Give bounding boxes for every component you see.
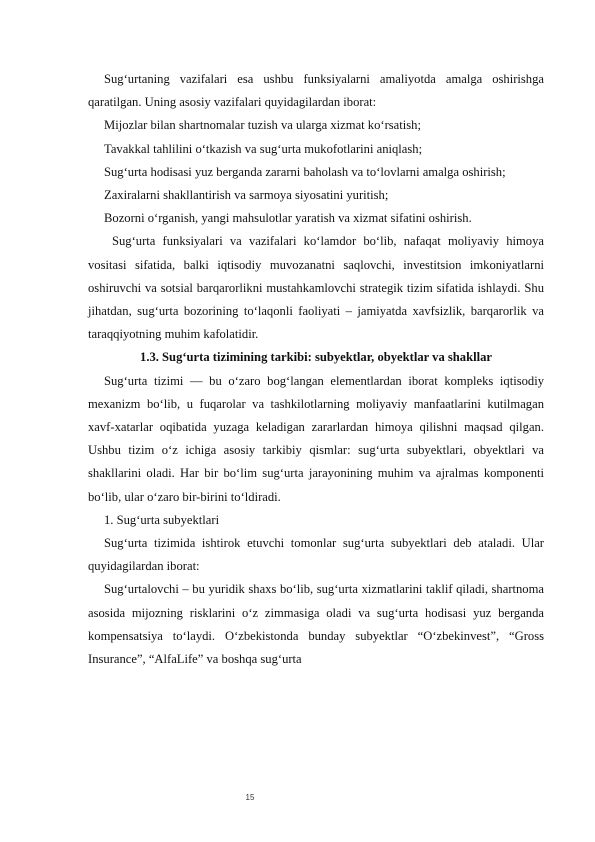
- paragraph: Sug‘urta funksiyalari va vazifalari ko‘lamdor bo‘lib, nafaqat moliyaviy himoya vositasi sifatida, balki iqtisodiy muvozanatni saqlovchi, investitsion imkoniyatlarni oshiruvchi va sotsial barqarorlikni mustahkamlovchi strategik tizim sifatida ishlaydi. Shu jihatdan, sug‘urta bozorining to‘laqonli faoliyati – jamiyatda xavfsizlik, barqarorlik va taraqqiyotning muhim kafolatidir.: [88, 234, 544, 342]
- page-number: 15: [245, 793, 255, 802]
- list-item: Sug‘urta hodisasi yuz berganda zararni baholash va to‘lovlarni amalga oshirish;: [104, 164, 506, 179]
- paragraph: Sug‘urtaning vazifalari esa ushbu funksiyalarni amaliyotda amalga oshirishga qaratilgan. Uning asosiy vazifalari quyidagilardan iborat:: [88, 72, 544, 110]
- section-heading: 1.3. Sug‘urta tizimining tarkibi: subyektlar, obyektlar va shakllar: [140, 350, 492, 365]
- list-item: Bozorni o‘rganish, yangi mahsulotlar yaratish va xizmat sifatini oshirish.: [104, 211, 472, 226]
- list-item: Zaxiralarni shakllantirish va sarmoya siyosatini yuritish;: [104, 188, 389, 203]
- document-page: [88, 68, 544, 671]
- paragraph: Sug‘urtalovchi – bu yuridik shaxs bo‘lib, sug‘urta xizmatlarini taklif qiladi, shartnoma asosida mijozning risklarini o‘z zimmasiga oladi va sug‘urta hodisasi yuz berganda kompensatsiya to‘laydi. O‘zbekistonda bunday subyektlar “O‘zbekinvest”, “Gross Insurance”, “AlfaLife” va boshqa sug‘urta: [88, 582, 544, 667]
- paragraph: Sug‘urta tizimi — bu o‘zaro bog‘langan elementlardan iborat kompleks iqtisodiy mexanizm bo‘lib, u fuqarolar va tashkilotlarning moliyaviy manfaatlarini kutilmagan xavf-xatarlar oqibatida yuzaga keladigan zararlardan himoya qilishni maqsad qilgan. Ushbu tizim o‘z ichiga asosiy tarkibiy qismlar: sug‘urta subyektlari, obyektlari va shakllarini oladi. Har bir bo‘lim sug‘urta jarayonining muhim va ajralmas komponenti bo‘lib, ular o‘zaro bir-birini to‘ldiradi.: [88, 373, 544, 504]
- paragraph: Sug‘urta tizimida ishtirok etuvchi tomonlar sug‘urta subyektlari deb ataladi. Ular quyidagilardan iborat:: [88, 536, 544, 574]
- list-item: Tavakkal tahlilini o‘tkazish va sug‘urta mukofotlarini aniqlash;: [104, 141, 423, 156]
- list-item: Mijozlar bilan shartnomalar tuzish va ularga xizmat ko‘rsatish;: [104, 118, 421, 133]
- subsection-title: 1. Sug‘urta subyektlari: [104, 512, 220, 527]
